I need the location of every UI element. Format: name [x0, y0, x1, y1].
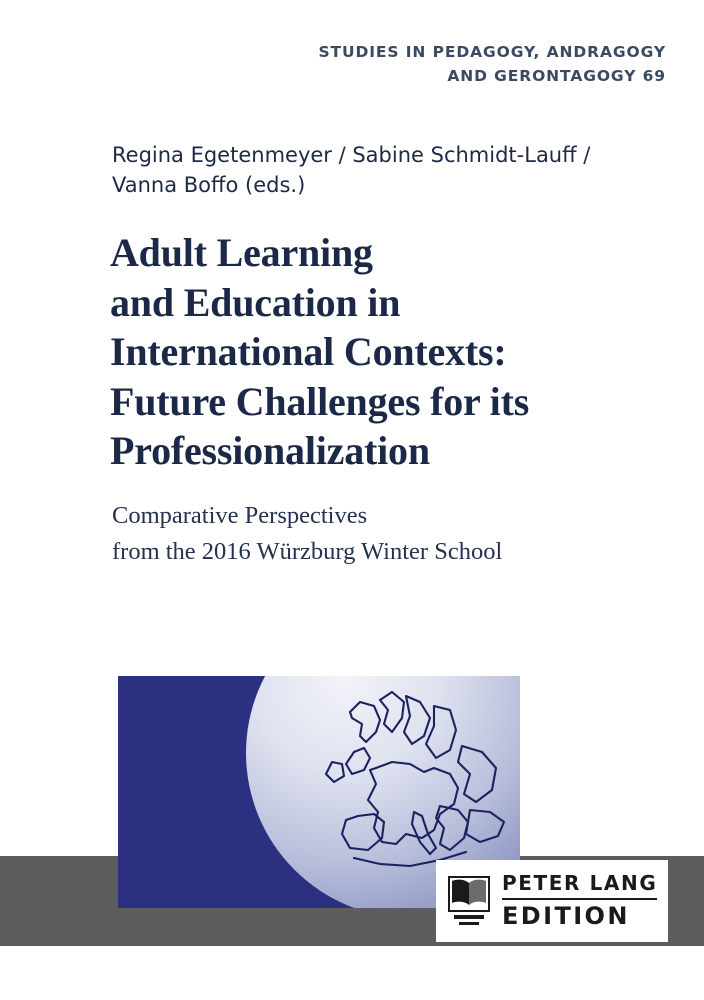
- editors-line-1: Regina Egetenmeyer / Sabine Schmidt-Lauff /: [112, 143, 591, 167]
- series-line-1: STUDIES IN PEDAGOGY, ANDRAGOGY: [318, 43, 666, 61]
- publisher-name-block: [502, 872, 657, 929]
- cover-footer: [0, 946, 704, 1000]
- subtitle-line-2: from the 2016 Würzburg Winter School: [112, 537, 503, 565]
- book-subtitle: [112, 498, 664, 569]
- title-line-3: International Contexts:: [110, 329, 507, 375]
- peter-lang-book-icon: [446, 871, 492, 931]
- book-title: [110, 228, 664, 476]
- editors: [112, 140, 656, 201]
- series-line-2: AND GERONTAGOGY 69: [447, 67, 666, 86]
- publisher-logo: [436, 860, 668, 942]
- title-line-4: Future Challenges for its: [110, 378, 530, 424]
- title-line-2: and Education in: [110, 279, 401, 325]
- publisher-name: PETER LANG: [502, 871, 658, 896]
- logo-divider: [502, 898, 657, 900]
- title-line-5: Professionalization: [110, 428, 430, 474]
- series-title: [318, 40, 666, 88]
- title-line-1: Adult Learning: [110, 230, 373, 275]
- publisher-imprint: EDITION: [502, 901, 630, 930]
- editors-line-2: Vanna Boffo (eds.): [112, 173, 306, 198]
- subtitle-line-1: Comparative Perspectives: [112, 502, 368, 529]
